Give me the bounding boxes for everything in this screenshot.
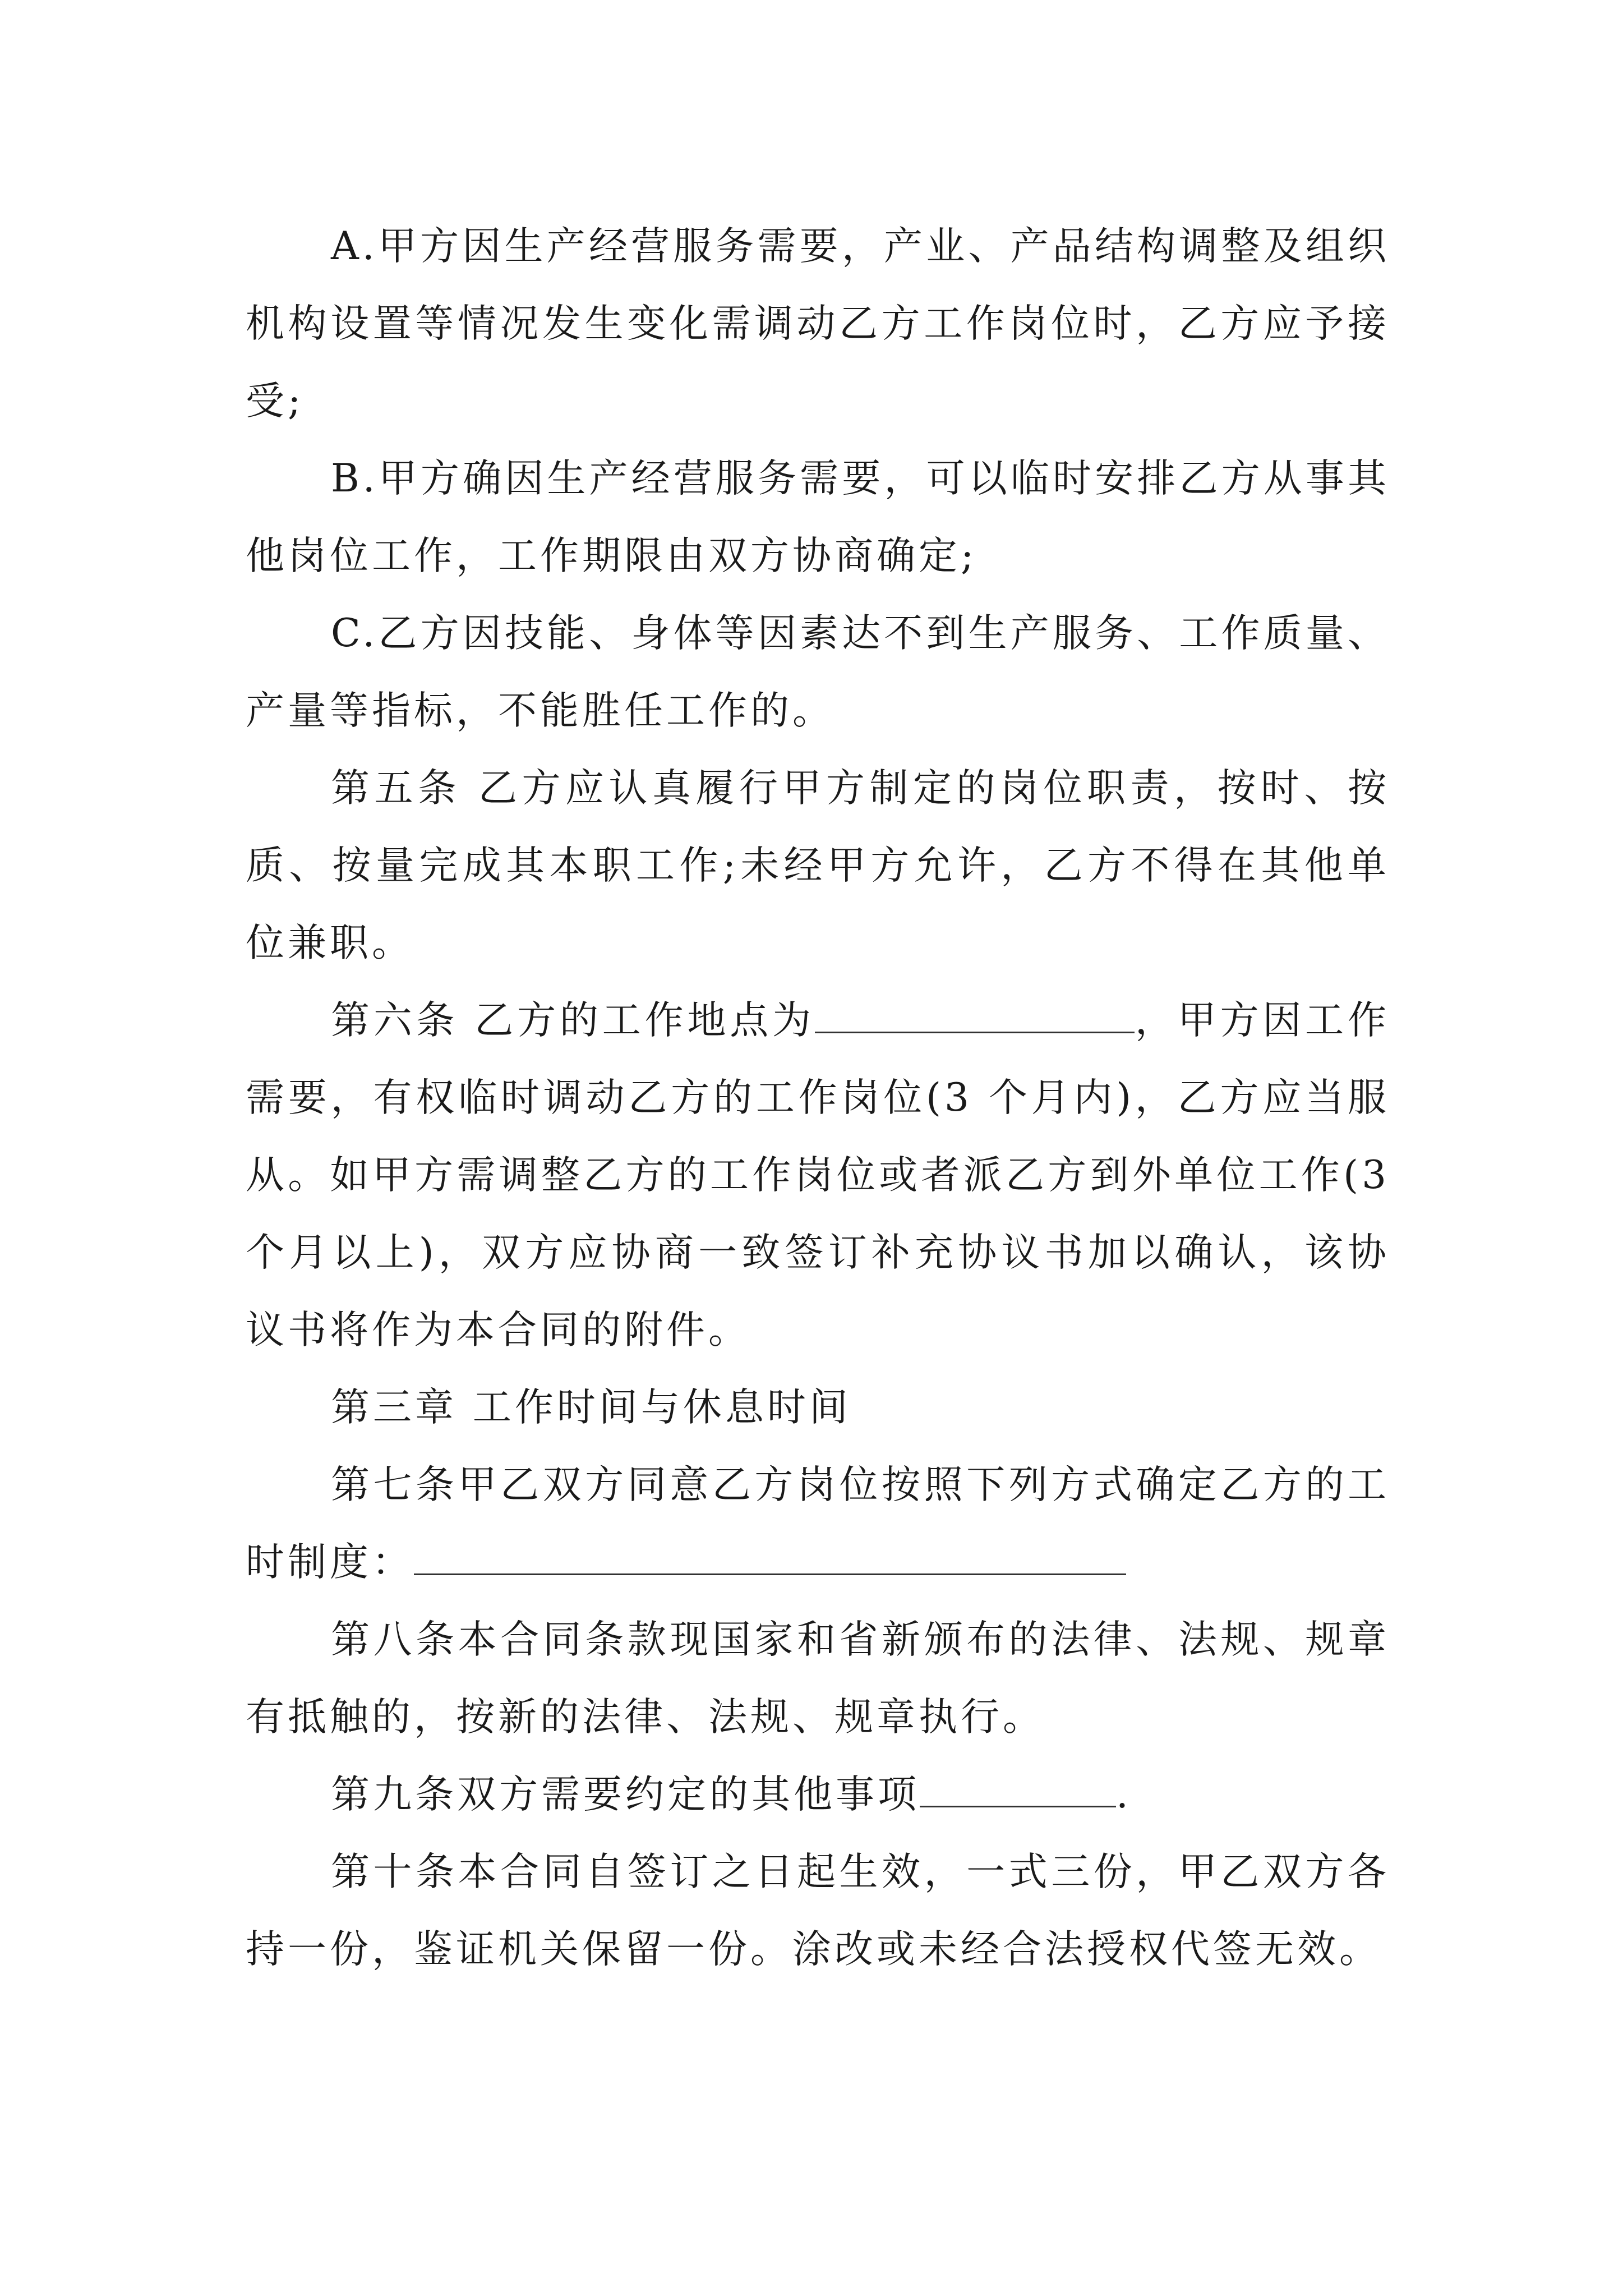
article-6-rest: ，甲方因工作需要，有权临时调动乙方的工作岗位(3 个月内)，乙方应当服从。如甲方需调整乙方的工作岗位或者派乙方到外单位工作(3 个月以上)，双方应协商一致签订补充协议书加以确认，该协议书将作为本合同的附件。 bbox=[246, 998, 1390, 1352]
article-7 bbox=[246, 1446, 1390, 1601]
other-matters-blank[interactable] bbox=[920, 1771, 1116, 1807]
work-location-blank[interactable] bbox=[815, 997, 1135, 1033]
article-6 bbox=[246, 982, 1390, 1369]
article-7-text: 第七条甲乙双方同意乙方岗位按照下列方式确定乙方的工时制度： bbox=[246, 1462, 1390, 1585]
article-9-end: . bbox=[1116, 1772, 1132, 1817]
article-10: 第十条本合同自签订之日起生效，一式三份，甲乙双方各持一份，鉴证机关保留一份。涂改或未经合法授权代签无效。 bbox=[246, 1849, 1390, 1972]
chapter-3-heading: 第三章 工作时间与休息时间 bbox=[331, 1385, 851, 1430]
clause-c: C.乙方因技能、身体等因素达不到生产服务、工作质量、产量等指标，不能胜任工作的。 bbox=[246, 611, 1390, 733]
document-body bbox=[246, 208, 1390, 1988]
clause-a: A.甲方因生产经营服务需要，产业、产品结构调整及组织机构设置等情况发生变化需调动乙方工作岗位时，乙方应予接受; bbox=[246, 224, 1390, 424]
working-hours-blank[interactable] bbox=[414, 1539, 1126, 1575]
article-6-lead: 第六条 乙方的工作地点为 bbox=[331, 998, 815, 1043]
article-9-text: 第九条双方需要约定的其他事项 bbox=[331, 1772, 920, 1817]
clause-b: B.甲方确因生产经营服务需要，可以临时安排乙方从事其他岗位工作，工作期限由双方协商确定; bbox=[246, 456, 1390, 578]
article-9 bbox=[246, 1756, 1390, 1833]
article-8: 第八条本合同条款现国家和省新颁布的法律、法规、规章有抵触的，按新的法律、法规、规章执行。 bbox=[246, 1617, 1390, 1740]
article-5: 第五条 乙方应认真履行甲方制定的岗位职责，按时、按质、按量完成其本职工作;未经甲方允许，乙方不得在其他单位兼职。 bbox=[246, 766, 1390, 965]
